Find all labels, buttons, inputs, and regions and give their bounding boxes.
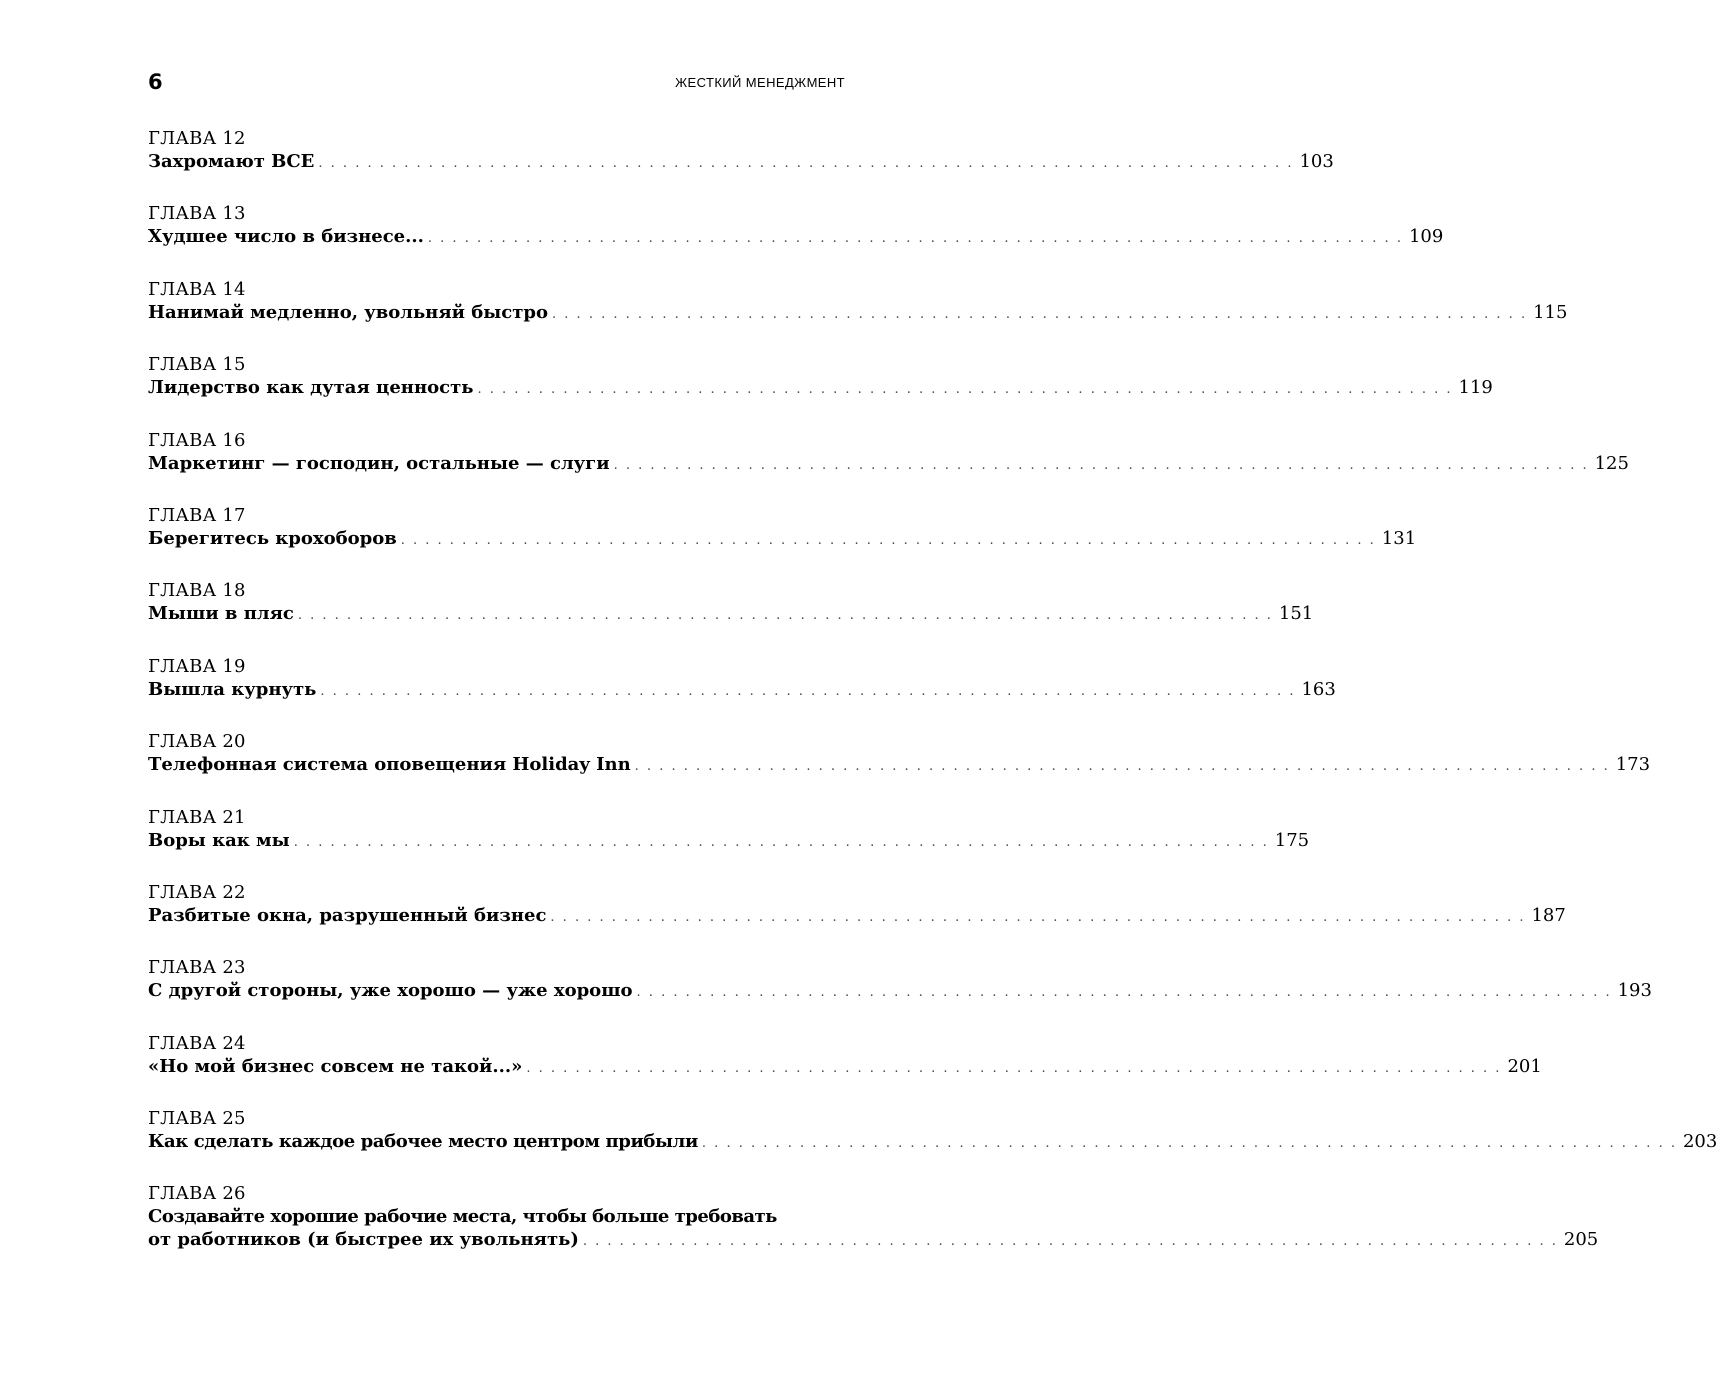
dot-leader: . . . . . . . . . . . . . . . . . . . . . . . . . . . . . . . . . . . . . . . . . . . . . . . . . . . . . . . . . . . . . . . . . . . . . . . . . . . . . . . . — [634, 759, 1610, 775]
chapter-label: ГЛАВА 25 — [148, 1108, 246, 1130]
dot-leader: . . . . . . . . . . . . . . . . . . . . . . . . . . . . . . . . . . . . . . . . . . . . . . . . . . . . . . . . . . . . . . . . . . . . . . . . . . . . . . . . — [526, 1060, 1502, 1076]
chapter-label: ГЛАВА 12 — [148, 128, 246, 149]
chapter-title: Вышла курнуть — [148, 678, 317, 700]
chapter-title: Лидерство как дутая ценность — [148, 377, 474, 399]
toc-entry-chapter-26[interactable] — [148, 1182, 1599, 1257]
chapter-title: С другой стороны, уже хорошо — уже хорошо — [148, 980, 633, 1002]
chapter-title: Худшее число в бизнесе... — [148, 226, 424, 248]
chapter-title: Мыши в пляс — [148, 603, 294, 625]
chapter-page-number: 109 — [1408, 226, 1444, 248]
chapter-label: ГЛАВА 26 — [148, 1183, 246, 1205]
dot-leader: . . . . . . . . . . . . . . . . . . . . . . . . . . . . . . . . . . . . . . . . . . . . . . . . . . . . . . . . . . . . . . . . . . . . . . . . . . . . . . . . — [477, 382, 1453, 398]
chapter-title-line — [148, 527, 1417, 552]
chapter-page-number: 151 — [1278, 603, 1314, 625]
dot-leader: . . . . . . . . . . . . . . . . . . . . . . . . . . . . . . . . . . . . . . . . . . . . . . . . . . . . . . . . . . . . . . . . . . . . . . . . . . . . . . . . — [400, 532, 1376, 548]
dot-leader: . . . . . . . . . . . . . . . . . . . . . . . . . . . . . . . . . . . . . . . . . . . . . . . . . . . . . . . . . . . . . . . . . . . . . . . . . . . . . . . . — [318, 156, 1294, 171]
chapter-page-number: 205 — [1563, 1229, 1599, 1251]
chapter-title: Нанимай медленно, увольняй быстро — [148, 301, 549, 323]
chapter-label: ГЛАВА 19 — [148, 655, 246, 677]
chapter-label: ГЛАВА 13 — [148, 203, 246, 225]
toc-entry-chapter-15[interactable] — [148, 353, 1493, 428]
chapter-label: ГЛАВА 22 — [148, 881, 246, 903]
table-of-contents — [148, 127, 1717, 1258]
chapter-title-line — [148, 150, 1334, 175]
chapter-page-number: 131 — [1381, 527, 1417, 549]
chapter-page-number: 119 — [1458, 377, 1493, 399]
toc-entry-chapter-12[interactable] — [148, 127, 1334, 202]
chapter-title: Маркетинг — господин, остальные — слуги — [148, 452, 610, 474]
page-number: 6 — [148, 70, 163, 94]
chapter-title-line — [148, 301, 1568, 326]
chapter-title-line — [148, 1055, 1542, 1080]
dot-leader: . . . . . . . . . . . . . . . . . . . . . . . . . . . . . . . . . . . . . . . . . . . . . . . . . . . . . . . . . . . . . . . . . . . . . . . . . . . . . . . . — [297, 608, 1273, 624]
dot-leader: . . . . . . . . . . . . . . . . . . . . . . . . . . . . . . . . . . . . . . . . . . . . . . . . . . . . . . . . . . . . . . . . . . . . . . . . . . . . . . . . — [550, 909, 1526, 925]
chapter-title-line — [148, 829, 1310, 854]
dot-leader: . . . . . . . . . . . . . . . . . . . . . . . . . . . . . . . . . . . . . . . . . . . . . . . . . . . . . . . . . . . . . . . . . . . . . . . . . . . . . . . . — [320, 683, 1296, 699]
chapter-title: Берегитесь крохоборов — [148, 527, 397, 549]
dot-leader: . . . . . . . . . . . . . . . . . . . . . . . . . . . . . . . . . . . . . . . . . . . . . . . . . . . . . . . . . . . . . . . . . . . . . . . . . . . . . . . . — [701, 1136, 1677, 1152]
chapter-title-line — [148, 678, 1336, 703]
chapter-title-line — [148, 452, 1629, 477]
toc-entry-chapter-16[interactable] — [148, 429, 1629, 504]
chapter-page-number: 193 — [1617, 980, 1652, 1002]
running-title: ЖЕСТКИЙ МЕНЕДЖМЕНТ — [675, 75, 845, 90]
chapter-title: Телефонная система оповещения Holiday Inn — [148, 754, 631, 776]
toc-entry-chapter-20[interactable] — [148, 730, 1651, 805]
chapter-label: ГЛАВА 18 — [148, 580, 246, 602]
chapter-title-line — [148, 225, 1444, 250]
chapter-page-number: 175 — [1274, 829, 1310, 851]
chapter-title-line — [148, 1228, 1599, 1253]
chapter-page-number: 115 — [1533, 301, 1568, 323]
toc-entry-chapter-21[interactable] — [148, 806, 1310, 881]
dot-leader: . . . . . . . . . . . . . . . . . . . . . . . . . . . . . . . . . . . . . . . . . . . . . . . . . . . . . . . . . . . . . . . . . . . . . . . . . . . . . . . . — [613, 457, 1589, 473]
chapter-page-number: 201 — [1507, 1055, 1542, 1077]
chapter-title: Разбитые окна, разрушенный бизнес — [148, 904, 547, 926]
toc-entry-chapter-14[interactable] — [148, 278, 1568, 353]
chapter-label: ГЛАВА 24 — [148, 1032, 246, 1054]
chapter-title-line — [148, 376, 1493, 401]
chapter-title-line — [148, 1130, 1717, 1155]
toc-entry-chapter-24[interactable] — [148, 1032, 1542, 1107]
chapter-title: «Но мой бизнес совсем не такой...» — [148, 1055, 523, 1077]
toc-entry-chapter-23[interactable] — [148, 956, 1652, 1031]
toc-entry-chapter-13[interactable] — [148, 202, 1444, 277]
chapter-title: Захромают ВСЕ — [148, 151, 315, 172]
toc-entry-chapter-19[interactable] — [148, 655, 1336, 730]
chapter-title-line — [148, 602, 1314, 627]
chapter-label: ГЛАВА 23 — [148, 957, 246, 979]
toc-entry-chapter-25[interactable] — [148, 1107, 1717, 1182]
page-header — [148, 68, 845, 98]
chapter-label: ГЛАВА 14 — [148, 278, 246, 300]
chapter-page-number: 187 — [1531, 904, 1566, 926]
chapter-page-number: 173 — [1615, 754, 1651, 776]
chapter-title: Как сделать каждое рабочее место центром прибыли — [148, 1131, 698, 1153]
chapter-title-line — [148, 904, 1566, 929]
toc-entry-chapter-22[interactable] — [148, 881, 1566, 956]
chapter-label: ГЛАВА 16 — [148, 429, 246, 451]
dot-leader: . . . . . . . . . . . . . . . . . . . . . . . . . . . . . . . . . . . . . . . . . . . . . . . . . . . . . . . . . . . . . . . . . . . . . . . . . . . . . . . . — [582, 1234, 1558, 1250]
chapter-page-number: 103 — [1299, 151, 1334, 172]
dot-leader: . . . . . . . . . . . . . . . . . . . . . . . . . . . . . . . . . . . . . . . . . . . . . . . . . . . . . . . . . . . . . . . . . . . . . . . . . . . . . . . . — [427, 231, 1403, 247]
toc-entry-chapter-18[interactable] — [148, 579, 1314, 654]
chapter-page-number: 203 — [1682, 1131, 1717, 1153]
chapter-page-number: 125 — [1594, 452, 1629, 474]
dot-leader: . . . . . . . . . . . . . . . . . . . . . . . . . . . . . . . . . . . . . . . . . . . . . . . . . . . . . . . . . . . . . . . . . . . . . . . . . . . . . . . . — [552, 306, 1528, 322]
chapter-page-number: 163 — [1301, 678, 1336, 700]
chapter-title-line — [148, 753, 1651, 778]
chapter-title-line — [148, 979, 1652, 1004]
chapter-label: ГЛАВА 21 — [148, 806, 246, 828]
dot-leader: . . . . . . . . . . . . . . . . . . . . . . . . . . . . . . . . . . . . . . . . . . . . . . . . . . . . . . . . . . . . . . . . . . . . . . . . . . . . . . . . — [293, 834, 1269, 850]
chapter-title-first-line: Создавайте хорошие рабочие места, чтобы больше требовать — [148, 1206, 777, 1228]
dot-leader: . . . . . . . . . . . . . . . . . . . . . . . . . . . . . . . . . . . . . . . . . . . . . . . . . . . . . . . . . . . . . . . . . . . . . . . . . . . . . . . . — [636, 985, 1612, 1001]
chapter-title-second-line: от работников (и быстрее их увольнять) — [148, 1229, 579, 1251]
chapter-label: ГЛАВА 20 — [148, 731, 246, 753]
chapter-label: ГЛАВА 15 — [148, 354, 246, 376]
chapter-title: Воры как мы — [148, 829, 290, 851]
toc-entry-chapter-17[interactable] — [148, 504, 1417, 579]
chapter-label: ГЛАВА 17 — [148, 504, 246, 526]
